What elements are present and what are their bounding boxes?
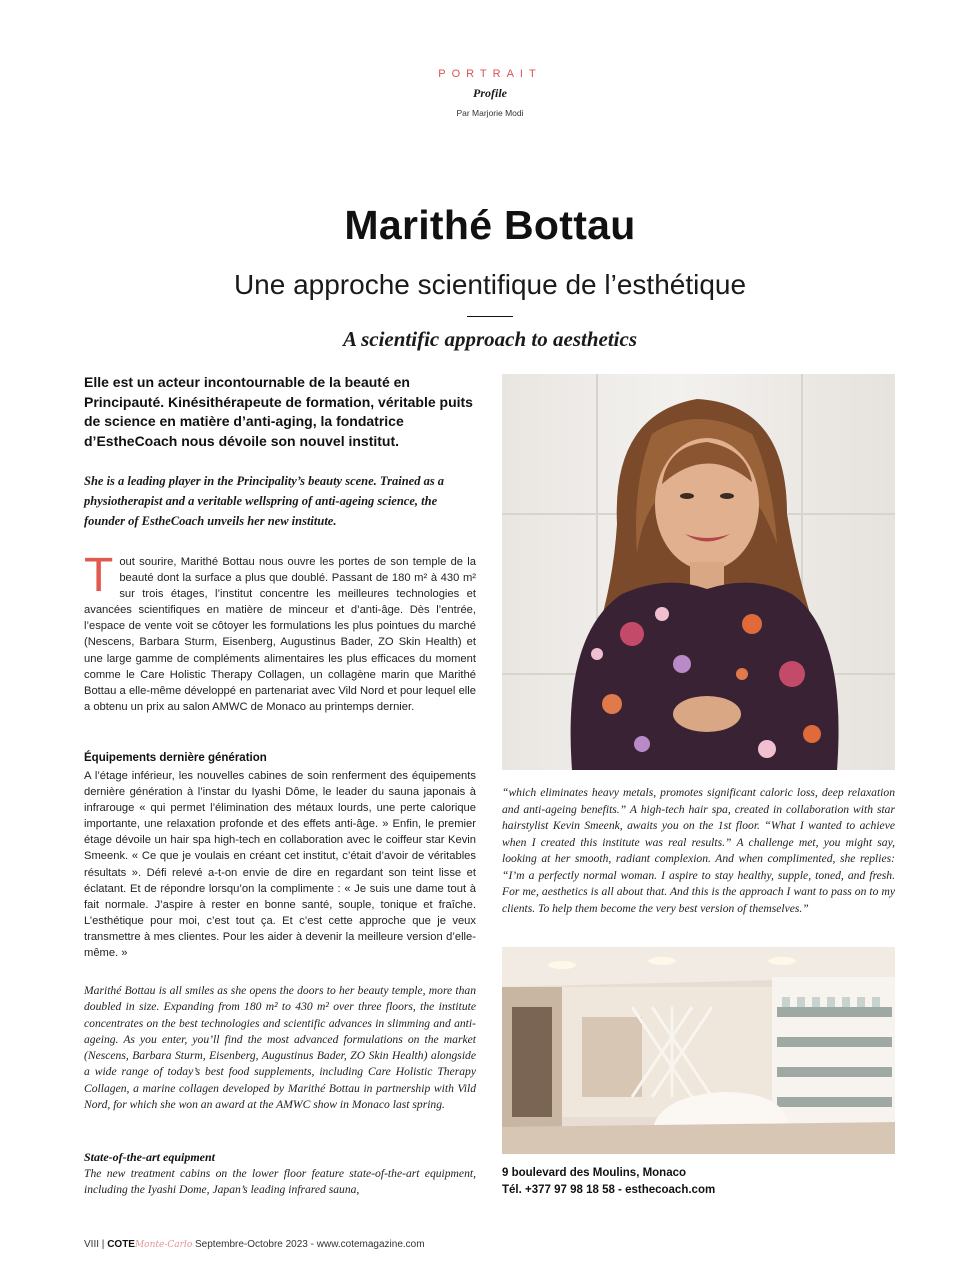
article-title: Marithé Bottau	[344, 202, 636, 248]
subtitle-english: A scientific approach to aesthetics	[343, 327, 637, 351]
body-french-text-1: out sourire, Marithé Bottau nous ouvre les portes de son temple de la beauté dont la surface a plus que doublé. Passant de 180 m² à 430 m² sur trois étages, l’institut concentre les meilleures technologies et avancées scientifiques en matière de minceur et d’anti-âge. Dès l’entrée, l’espace de vente voit se côtoyer les formulations les plus pointues du marché (Nescens, Barbara Sturm, Eisenberg, Augustinus Bader, ZO Skin Health) et une large gamme de compléments alimentaires les plus efficaces du moment comme le Care Holistic Therapy Collagen, un collagène marin que Marithé Bottau a elle-même développé en partenariat avec Vild Nord et pour lequel elle a obtenu un prix au salon AMWC de Monaco au printemps dernier.	[84, 556, 476, 713]
body-french-paragraph-1	[84, 549, 476, 715]
body-english-paragraph-1: Marithé Bottau is all smiles as she opens the doors to her beauty temple, more than doubled in size. Expanding from 180 m² to 430 m² over three floors, the institute concentrates on the best technologies and scientific advances in slimming and anti-ageing. As you enter, you’ll find the most advanced formulations on the market (Nescens, Barbara Sturm, Eisenberg, Augustinus Bader, ZO Skin Health) alongside a wide range of today’s best food supplements, including Care Holistic Therapy Collagen, a marine collagen developed by Marithé Bottau in partnership with Vild Nord, for which she won an award at the AMWC show in Monaco last spring.	[84, 984, 476, 1112]
lede-french: Elle est un acteur incontournable de la beauté en Principauté. Kinésithérapeute de formation, véritable puits de science en matière d’anti-aging, la fondatrice d’EstheCoach nous dévoile son nouvel institut.	[84, 374, 473, 449]
subheading-english: State-of-the-art equipment	[84, 1150, 215, 1164]
page-footer	[84, 1239, 425, 1250]
subheading-french: Équipements dernière génération	[84, 752, 267, 764]
issue-info: Septembre-Octobre 2023 - www.cotemagazine.com	[195, 1239, 425, 1250]
lede-english: She is a leading player in the Principality’s beauty scene. Trained as a physiotherapist and a veritable wellspring of anti-ageing science, the founder of EstheCoach unveils her new institute.	[84, 474, 445, 528]
portrait-photo	[502, 374, 895, 770]
magazine-brand-script: Monte-Carlo	[134, 1240, 193, 1250]
section-kicker-english: Profile	[473, 86, 507, 100]
portrait-illustration	[502, 374, 895, 770]
institute-interior-photo	[502, 947, 895, 1154]
address-line: 9 boulevard des Moulins, Monaco	[502, 1167, 687, 1179]
body-english-paragraph-3: “which eliminates heavy metals, promotes significant caloric loss, deep relaxation and anti-ageing benefits.” A high-tech hair spa, created in collaboration with star hairstylist Kevin Smeenk, awaits you on the 1st floor. “What I wanted to achieve when I created this institute was real results.” A challenge met, you might say, looking at her smooth, radiant complexion. And when complimented, she replies: “I’m a perfectly normal woman. I aspire to stay healthy, supple, toned, and fresh. For me, aesthetics is all about that. And this is the approach I want to pass on to my clients. To help them become the very best version of themselves.”	[502, 786, 895, 915]
body-english-paragraph-2: The new treatment cabins on the lower floor feature state-of-the-art equipment, including the Iyashi Dome, Japan’s leading infrared sauna,	[84, 1167, 476, 1197]
footer-separator: |	[101, 1239, 105, 1250]
phone-website-line: Tél. +377 97 98 18 58 - esthecoach.com	[502, 1184, 716, 1196]
subtitle-french: Une approche scientifique de l’esthétique	[233, 269, 747, 300]
section-kicker: PORTRAIT	[438, 68, 542, 80]
institute-illustration	[502, 947, 895, 1154]
page-number: VIII	[84, 1239, 100, 1250]
body-french-paragraph-2: A l’étage inférieur, les nouvelles cabines de soin renferment des équipements dernière génération à l’instar du Iyashi Dôme, le leader du sauna japonais à infrarouge « qui permet l’élimination des métaux lourds, une perte calorique importante, une relaxation profonde et des effets anti-âge. » Enfin, le premier étage dévoile un hair spa high-tech en collaboration avec le coiffeur star Kevin Smeenk. « Ce que je voulais en créant cet institut, c’était d’avoir de véritables résultats ». Défi relevé a-t-on envie de dire en regardant son teint lisse et éclatant. Et de répondre lorsqu’on la complimente : « Je suis une dame tout à fait normale. J’aspire à rester en bonne santé, souple, tonique et fraîche. L’esthétique pour moi, c’est tout ça. Et c’est cette approche que je veux transmettre à mes clientes. Pour les aider à devenir la meilleure version d’elle-même. »	[84, 770, 476, 960]
institute-address	[502, 1165, 895, 1199]
drop-cap: T	[84, 549, 114, 602]
byline: Par Marjorie Modi	[456, 108, 524, 118]
magazine-brand: COTE	[107, 1239, 135, 1250]
title-divider	[467, 316, 513, 317]
